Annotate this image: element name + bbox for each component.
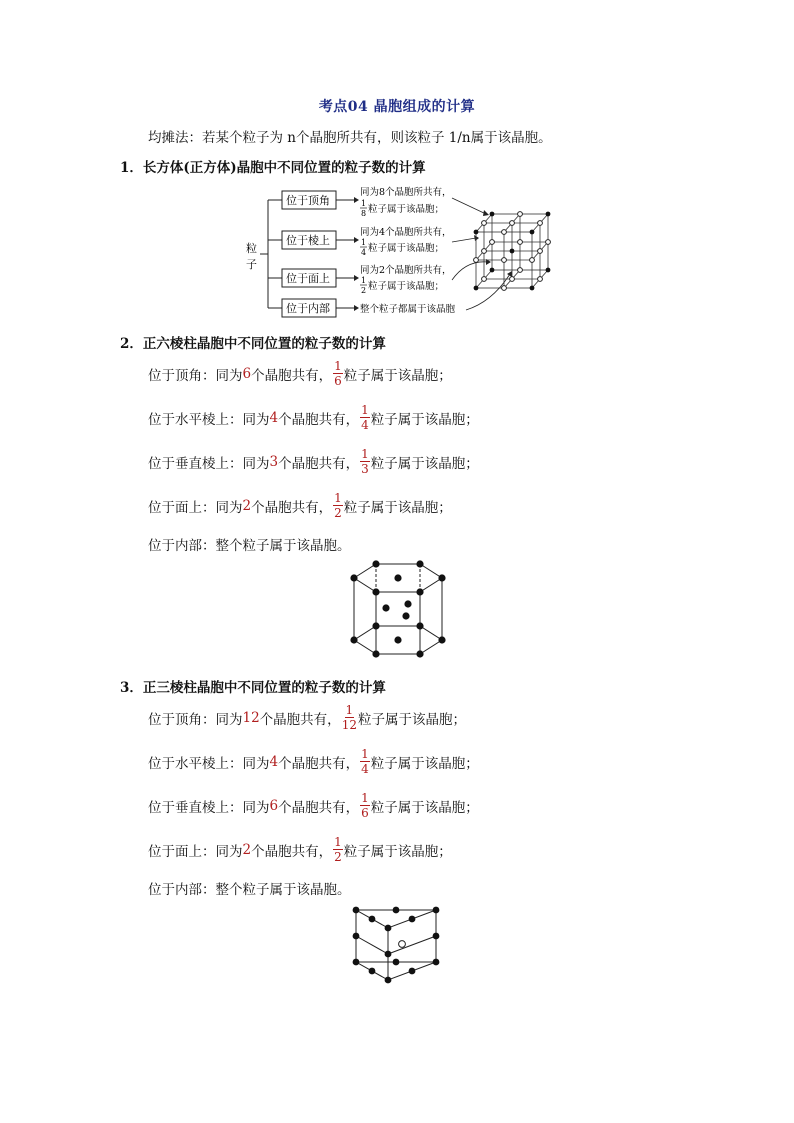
cuboid-diagram (240, 182, 560, 322)
svg-text:粒子属于该晶胞；: 粒子属于该晶胞； (368, 243, 445, 254)
svg-text:同为2个晶胞所共有，: 同为2个晶胞所共有， (360, 265, 452, 276)
svg-text:2: 2 (361, 286, 367, 295)
hex-row-horizontal-edge: 位于水平棱上：同为 4 个晶胞共有， $\frac{1}{4}$ 粒子属于该晶胞； (148, 403, 479, 432)
svg-text:粒子属于该晶胞；: 粒子属于该晶胞； (368, 204, 445, 215)
svg-text:8: 8 (361, 209, 367, 218)
tri-row-horizontal-edge: 位于水平棱上：同为 4 个晶胞共有， $\frac{1}{4}$ 粒子属于该晶胞； (148, 747, 479, 776)
tri-row-inside: 位于内部：整个粒子属于该晶胞。 (148, 882, 351, 898)
note-corner (360, 186, 452, 218)
lattice-particles (474, 212, 551, 291)
box-inside (282, 299, 336, 317)
note-inside: 整个粒子都属于该晶胞 (360, 304, 456, 315)
tri-row-corner: 位于顶角：同为 12 个晶胞共有， $\frac{1}{12}$ 粒子属于该晶胞； (148, 703, 466, 732)
tri-row-face: 位于面上：同为 2 个晶胞共有， $\frac{1}{2}$ 粒子属于该晶胞； (148, 835, 452, 864)
page-title: 考点04 晶胞组成的计算 (318, 99, 476, 115)
tri-row-vertical-edge: 位于垂直棱上：同为 6 个晶胞共有， $\frac{1}{6}$ 粒子属于该晶胞； (148, 791, 479, 820)
section2-heading: 2．正六棱柱晶胞中不同位置的粒子数的计算 (120, 336, 386, 352)
svg-text:1: 1 (361, 276, 367, 285)
svg-text:位于内部: 位于内部 (286, 302, 330, 315)
note-face (360, 264, 452, 295)
intro-paragraph: 均摊法：若某个粒子为 n个晶胞所共有，则该粒子 1/n属于该晶胞。 (148, 130, 552, 146)
hex-row-inside: 位于内部：整个粒子属于该晶胞。 (148, 538, 351, 554)
particle-label-1: 粒 (246, 242, 257, 255)
box-corner (282, 191, 336, 209)
svg-text:4: 4 (361, 248, 367, 257)
box-edge (282, 231, 336, 249)
svg-text:同为4个晶胞所共有，: 同为4个晶胞所共有， (360, 227, 452, 238)
svg-text:1: 1 (361, 238, 367, 247)
section3-heading: 3．正三棱柱晶胞中不同位置的粒子数的计算 (120, 680, 386, 696)
triangular-prism-diagram (348, 902, 444, 988)
note-edge (360, 226, 452, 257)
hexagonal-prism-diagram (346, 560, 450, 660)
hex-row-corner: 位于顶角：同为 6 个晶胞共有， $\frac{1}{6}$ 粒子属于该晶胞； (148, 359, 452, 388)
svg-text:粒子属于该晶胞；: 粒子属于该晶胞； (368, 281, 445, 292)
svg-text:位于顶角: 位于顶角 (286, 194, 330, 207)
svg-text:位于棱上: 位于棱上 (286, 234, 330, 247)
particle-label-2: 子 (246, 258, 257, 271)
hex-row-face: 位于面上：同为 2 个晶胞共有， $\frac{1}{2}$ 粒子属于该晶胞； (148, 491, 452, 520)
section1-heading: 1．长方体(正方体)晶胞中不同位置的粒子数的计算 (120, 160, 426, 176)
svg-text:同为8个晶胞所共有，: 同为8个晶胞所共有， (360, 187, 452, 198)
box-face (282, 269, 336, 287)
hex-row-vertical-edge: 位于垂直棱上：同为 3 个晶胞共有， $\frac{1}{3}$ 粒子属于该晶胞； (148, 447, 479, 476)
svg-text:位于面上: 位于面上 (286, 272, 330, 285)
svg-text:1: 1 (361, 199, 367, 208)
